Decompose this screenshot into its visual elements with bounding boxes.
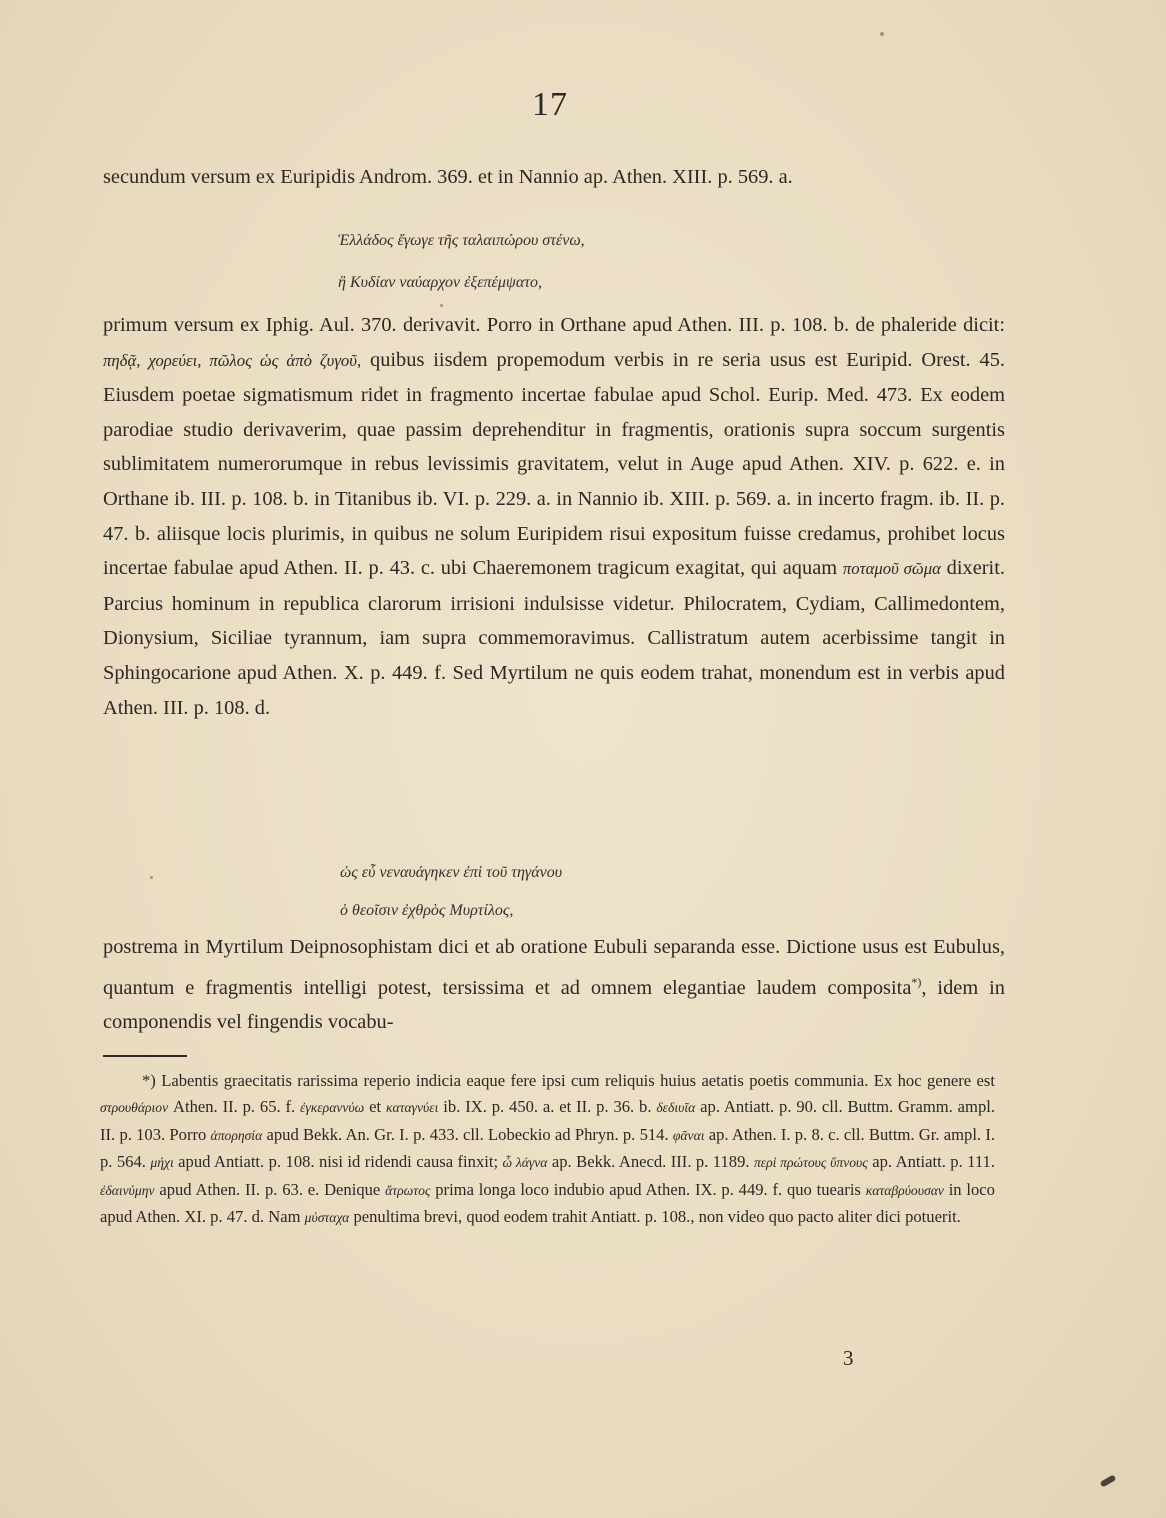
footnote-greek-11: ἄτρωτος	[385, 1182, 431, 1198]
paragraph-main-text-c: dixerit. Parcius hominum in republica clarorum irrisioni indulsisse videtur. Philocratem, Cydiam, Callimedontem, Dionysium, Siciliae tyrannum, iam supra commemoravimus. Callistratum autem acerbissime tangit in Sphingocarione apud Athen. X. p. 449. f. Sed Myrtilum ne quis eodem trahat, monendum est in verbis apud Athen. III. p. 108. d.	[103, 557, 1005, 719]
greek-verse-line-4: ὁ θεοῖσιν ἐχθρὸς Μυρτίλος,	[340, 902, 514, 919]
footnote	[100, 1068, 995, 1231]
footnote-greek-3: καταγνύει	[385, 1100, 439, 1116]
paper-speck	[440, 304, 443, 307]
footnote-text-12: prima longa loco indubio apud Athen. IX. p. 449. f. quo tuearis	[430, 1179, 866, 1199]
footnote-text-4: ib. IX. p. 450. a. et II. p. 36. b.	[438, 1097, 657, 1117]
footnote-greek-2: ἐγκεραννύω	[300, 1100, 365, 1116]
footnote-greek-1: στρουθάριον	[100, 1100, 169, 1116]
footnote-greek-8: ὦ λάγνα	[502, 1155, 548, 1171]
footnote-greek-13: μύσταχα	[304, 1210, 350, 1226]
greek-verse-line-2: ἣ Κυδίαν ναύαρχον ἐξεπέμψατο,	[338, 274, 542, 291]
paragraph-intro-text: secundum versum ex Euripidis Androm. 369. et in Nannio ap. Athen. XIII. p. 569. a.	[103, 166, 793, 188]
footnote-greek-9: περὶ πρώτους ὕπνους	[753, 1155, 868, 1171]
footnote-marker: *)	[142, 1071, 156, 1090]
footnote-text-13: in loco apud Athen. XI. p. 47. d. Nam	[100, 1179, 995, 1227]
printer-signature-mark: 3	[843, 1346, 854, 1370]
footnote-text-3: et	[364, 1097, 386, 1117]
page-number: 17	[532, 86, 568, 123]
footnote-text-9: ap. Bekk. Anecd. III. p. 1189.	[547, 1152, 754, 1172]
paragraph-closing-text-a: postrema in Myrtilum Deipnosophistam dici et ab oratione Eubuli separanda esse. Dictione usus est Eubulus, quantum e fragmentis intelligi potest, tersissima et ad omnem elegantiae laudem composita	[103, 936, 1005, 999]
paper-speck	[150, 876, 153, 879]
greek-quote-phaleride: πηδᾷ, χορεύει, πῶλος ὡς ἀπὸ ζυγοῦ,	[103, 350, 362, 370]
paragraph-main	[103, 308, 1005, 725]
footnote-text-2: Athen. II. p. 65. f.	[168, 1097, 301, 1117]
paragraph-main-text-a: primum versum ex Iphig. Aul. 370. derivavit. Porro in Orthane apud Athen. III. p. 108. b. de phaleride dicit:	[103, 314, 1005, 336]
footnote-greek-5: ἀπορησία	[210, 1127, 263, 1143]
footnote-greek-10: ἐδαινύμην	[100, 1182, 155, 1198]
greek-verse-line-3: ὡς εὖ νεναυάγηκεν ἐπὶ τοῦ τηγάνου	[340, 864, 563, 881]
footnote-text-1: Labentis graecitatis rarissima reperio indicia eaque fere ipsi cum reliquis huius aetatis poetis communia. Ex hoc genere est	[155, 1071, 995, 1090]
footnote-text-5: ap. Antiatt. p. 90. cll. Buttm. Gramm. ampl. II. p. 103. Porro	[100, 1097, 996, 1144]
footnote-greek-4: δεδιυῖα	[656, 1100, 696, 1116]
greek-quote-chaeremon: ποταμοῦ σῶμα	[842, 559, 941, 579]
footnote-text-8: apud Antiatt. p. 108. nisi id ridendi causa finxit;	[173, 1152, 503, 1172]
footnote-greek-12: καταβρύουσαν	[865, 1182, 944, 1198]
footnote-reference-mark: *)	[911, 974, 922, 989]
footnote-text-11: apud Athen. II. p. 63. e. Denique	[154, 1179, 386, 1199]
paragraph-closing	[103, 930, 1005, 1040]
footnote-text-7: ap. Athen. I. p. 8. c. cll. Buttm. Gr. ampl. I. p. 564.	[100, 1124, 995, 1172]
footnote-text-6: apud Bekk. An. Gr. I. p. 433. cll. Lobeckio ad Phryn. p. 514.	[262, 1124, 673, 1144]
footnote-greek-6: φᾶναι	[672, 1127, 705, 1143]
footnote-text-14: penultima brevi, quod eodem trahit Antiatt. p. 108., non video quo pacto aliter dici potuerit.	[349, 1207, 961, 1227]
greek-verse-line-1: Ἑλλάδος ἔγωγε τῆς ταλαιπώρου στένω,	[338, 232, 585, 249]
ink-smudge	[1100, 1474, 1117, 1487]
paragraph-main-text-b: quibus iisdem propemodum verbis in re seria usus est Euripid. Orest. 45. Eiusdem poetae sigmatismum ridet in fragmento incertae fabulae apud Schol. Eurip. Med. 473. Ex eodem parodiae studio derivaverim, quae passim deprehenditur in fragmentis, orationis supra soccum surgentis sublimitatem numerorumque in rebus levissimis gravitatem, velut in Auge apud Athen. XIV. p. 622. e. in Orthane ib. III. p. 108. b. in Titanibus ib. VI. p. 229. a. in Nannio ib. XIII. p. 569. a. in incerto fragm. ib. II. p. 47. b. aliisque locis plurimis, in quibus ne solum Euripidem risui expositum fuisse credamus, prohibet locus incertae fabulae apud Athen. II. p. 43. c. ubi Chaeremonem tragicum exagitat, qui aquam	[103, 348, 1005, 580]
paragraph-intro	[103, 160, 1005, 195]
footnote-divider	[103, 1055, 187, 1057]
footnote-text-10: ap. Antiatt. p. 111.	[867, 1152, 995, 1172]
paragraph-closing-text-b: , idem in componendis vel fingendis vocabu-	[103, 976, 1005, 1033]
footnote-greek-7: μήχι	[150, 1155, 174, 1171]
paper-speck	[880, 32, 884, 36]
